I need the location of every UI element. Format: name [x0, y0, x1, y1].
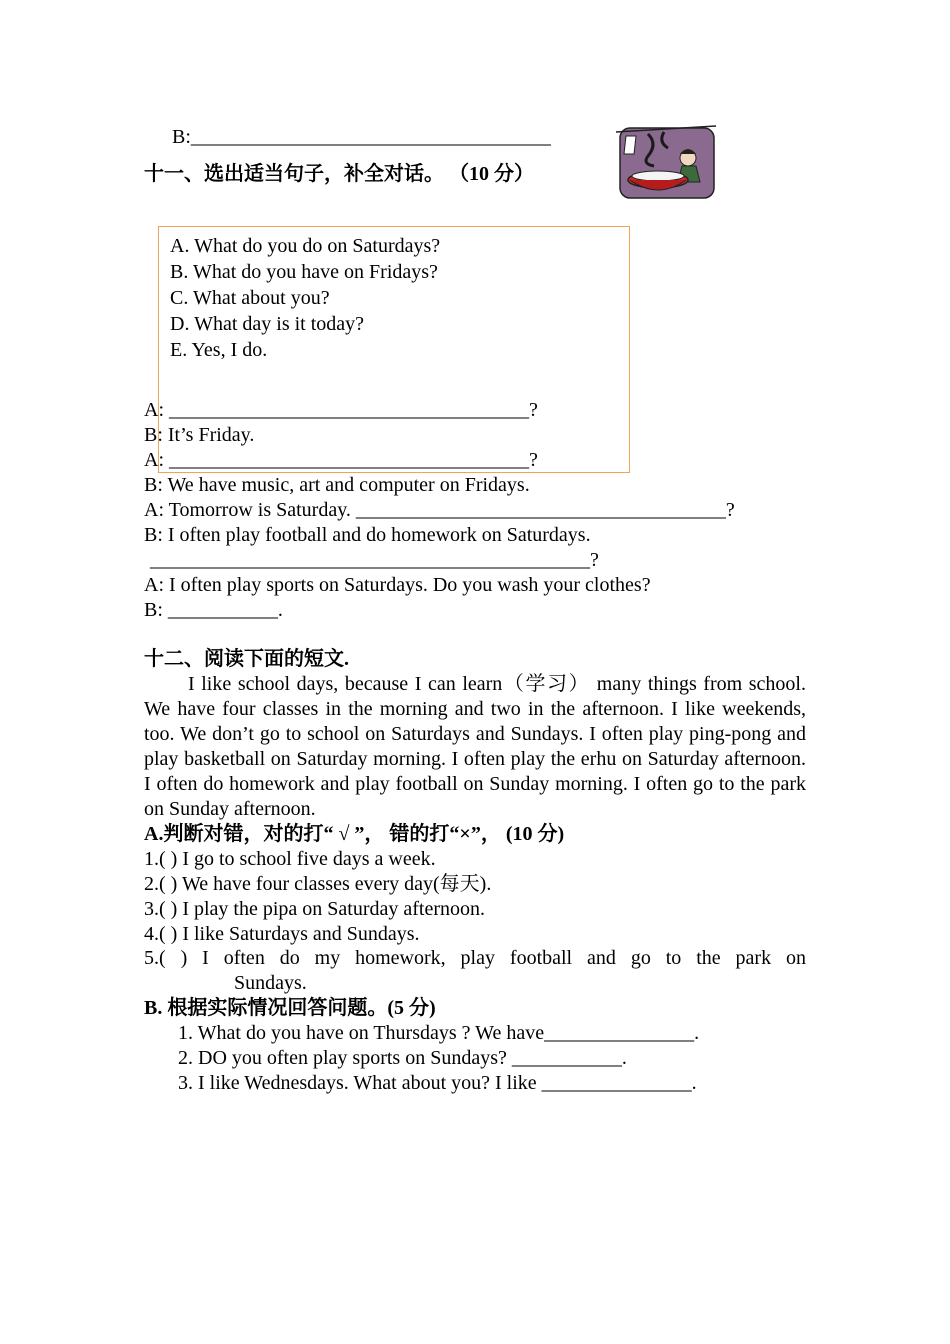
section-12-heading: 十二、阅读下面的短文. [144, 648, 349, 670]
option-d: D. What day is it today? [170, 313, 365, 335]
judge-item-continuation: Sundays. [234, 972, 307, 994]
dialogue-line: A: Tomorrow is Saturday. _____________________________________? [144, 499, 735, 521]
judge-item: 1.( ) I go to school five days a week. [144, 848, 436, 870]
dialogue-line: A: I often play sports on Saturdays. Do you wash your clothes? [144, 574, 651, 596]
dialogue-line: B: I often play football and do homework on Saturdays. [144, 524, 591, 546]
dialogue-line: B: It’s Friday. [144, 424, 255, 446]
dialogue-line: B: We have music, art and computer on Fridays. [144, 474, 530, 496]
answer-question: 2. DO you often play sports on Sundays? ___________. [178, 1047, 627, 1069]
passage-text: I like school days, because I can learn（学习） many things from school. We have four classes in the morning and two in the afternoon. I like weekends, too. We don’t go to school on Saturdays and Sundays. I often play ping-pong and play basketball on Saturday morning. I often play the erhu on Saturday afternoon. I often do homework and play football on Sunday morning. I often go to the park on Sunday afternoon. [144, 673, 806, 820]
option-e: E. Yes, I do. [170, 339, 268, 361]
answer-line-b: B:____________________________________ [172, 126, 551, 148]
answer-question: 3. I like Wednesdays. What about you? I like _______________. [178, 1072, 697, 1094]
part-a-heading: A.判断对错，对的打“ √ ”， 错的打“×”， (10 分) [144, 823, 565, 845]
judge-item: 4.( ) I like Saturdays and Sundays. [144, 923, 420, 945]
judge-item: 3.( ) I play the pipa on Saturday afternoon. [144, 898, 486, 920]
option-c: C. What about you? [170, 287, 330, 309]
judge-item: 2.( ) We have four classes every day(每天). [144, 873, 492, 895]
part-b-heading: B. 根据实际情况回答问题。(5 分) [144, 997, 436, 1019]
washing-clothes-illustration [612, 124, 720, 200]
option-b: B. What do you have on Fridays? [170, 261, 438, 283]
dialogue-line: A: ____________________________________? [144, 399, 538, 421]
answer-question: 1. What do you have on Thursdays ? We have_______________. [178, 1022, 700, 1044]
dialogue-line: B: ___________. [144, 599, 283, 621]
option-a: A. What do you do on Saturdays? [170, 235, 441, 257]
section-11-heading: 十一、选出适当句子，补全对话。 （10 分） [144, 163, 534, 185]
dialogue-line: A: ____________________________________? [144, 449, 538, 471]
dialogue-line: ____________________________________________? [150, 549, 599, 571]
judge-item: 5.( ) I often do my homework, play football and go to the park on [144, 947, 806, 969]
reading-passage [144, 672, 806, 822]
